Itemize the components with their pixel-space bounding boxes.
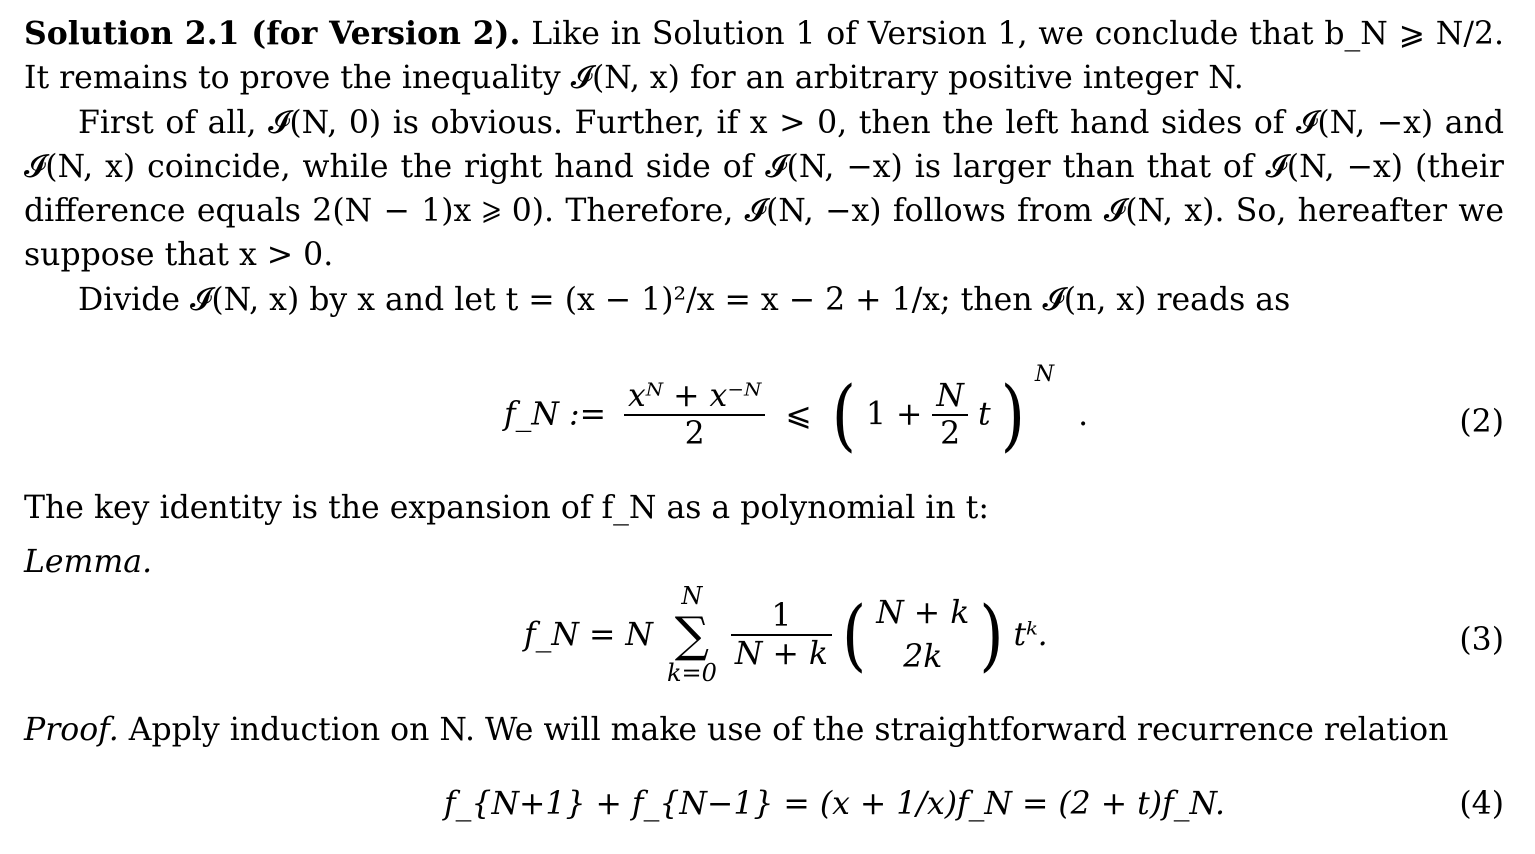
eq2-power: N (1034, 362, 1055, 387)
eq3-sum-symbol: ∑ (674, 606, 710, 663)
eq2-denominator: 2 (684, 415, 705, 452)
proof-text: Apply induction on N. We will make use of the straightforward recurrence relation (128, 712, 1449, 748)
eq3-tail: tᵏ. (1013, 616, 1048, 653)
paper-page (24, 12, 1505, 822)
lemma-label: Lemma. (24, 544, 153, 580)
eq2-relation: ⩽ (785, 396, 812, 433)
eq2-left-paren: ( (831, 368, 856, 460)
eq3-right-paren: ) (979, 588, 1004, 680)
eq2-number: (2) (1459, 404, 1504, 440)
eq3-binom-top: N + k (876, 594, 970, 631)
eq2-inner-a: 1 + (865, 396, 923, 433)
eq2-fraction (624, 378, 765, 452)
eq4-number: (4) (1459, 786, 1504, 822)
eq2-inner-fraction (932, 378, 968, 452)
eq4-body: f_{N+1} + f_{N−1} = (x + 1/x)f_N = (2 + t)f_N. (444, 786, 1226, 822)
eq3-sum-bottom: k=0 (666, 658, 717, 687)
solution-heading: Solution 2.1 (for Version 2). (24, 15, 521, 52)
eq2-inner-t: t (978, 396, 991, 433)
eq3-left-paren: ( (842, 588, 867, 680)
paragraph-1 (24, 12, 1504, 101)
paragraph-3: Divide 𝓘(N, x) by x and let t = (x − 1)²/x = x − 2 + 1/x; then 𝓘(n, x) reads as (78, 281, 1291, 318)
proof-paragraph (24, 708, 1504, 752)
paragraph-4: The key identity is the expansion of f_N as a polynomial in t: (24, 490, 989, 526)
eq3-numerator: 1 (731, 598, 832, 636)
eq2-tail: . (1078, 396, 1089, 433)
eq2-numerator: xᴺ + x⁻ᴺ (624, 378, 765, 416)
eq2-inner-den: 2 (940, 415, 961, 452)
eq3-sum (667, 582, 717, 688)
eq2-right-paren: ) (1000, 368, 1025, 460)
eq3-lhs: f_N = N (524, 616, 653, 653)
eq3-binom-bottom: 2k (903, 638, 943, 675)
paragraph-2: First of all, 𝓘(N, 0) is obvious. Further, if x > 0, then the left hand sides of 𝓘(N, −x) and 𝓘(N, x) coincide, while the right hand side of 𝓘(N, −x) is larger than that of 𝓘(N, −x) (their difference equals 2(N − 1)x ⩾ 0). Therefore, 𝓘(N, −x) follows from 𝓘(N, x). So, hereafter we suppose that x > 0. (24, 104, 1504, 274)
eq3-binomial (876, 591, 969, 679)
eq3-number: (3) (1459, 622, 1504, 658)
eq2-lhs: f_N := (504, 396, 606, 433)
paragraph-1-text: Like in Solution 1 of Version 1, we conclude that b_N ⩾ N/2. It remains to prove the inequality 𝓘(N, x) for an arbitrary positive integer N. (24, 16, 1505, 97)
eq3-sum-top: N (681, 582, 703, 610)
eq3-denominator: N + k (734, 635, 828, 672)
eq3-fraction (731, 598, 832, 672)
proof-label: Proof. (24, 712, 119, 748)
eq2-inner-num: N (932, 378, 968, 416)
